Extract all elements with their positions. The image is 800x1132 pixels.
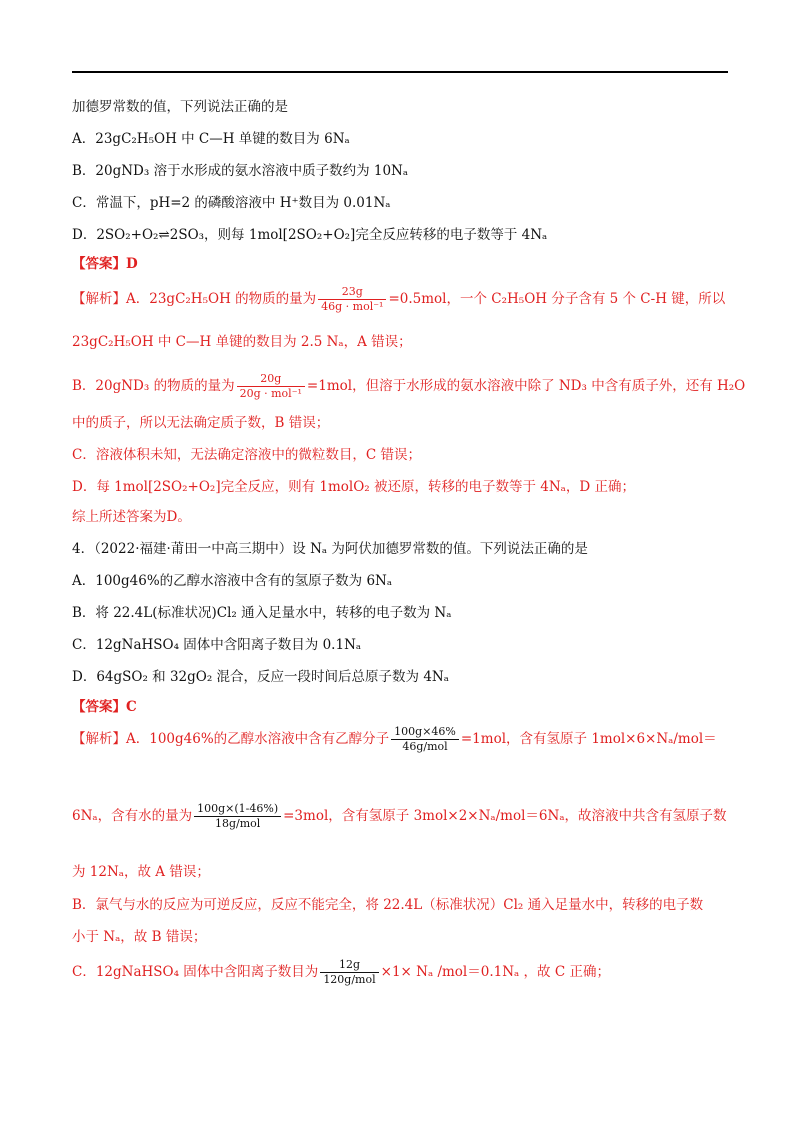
q3-option-a: A．23gC₂H₅OH 中 C—H 单键的数目为 6Nₐ [72,131,350,147]
q4-explanation-c: C．12gNaHSO₄ 固体中含阳离子数目为 $\frac{12g}{\text{120g/mol}}$ ×1× Nₐ /mol＝0.1Nₐ ，故 C 正确； [72,958,610,986]
q3-stem: 加德罗常数的值，下列说法正确的是 [72,99,288,115]
q3-option-b: B．20gND₃ 溶于水形成的氨水溶液中质子数约为 10Nₐ [72,163,409,179]
fraction: $\frac{20g}{\text{20g · mol⁻¹}}$ [237,372,305,401]
header-rule [72,71,728,73]
q4-option-a: A．100g46%的乙醇水溶液中含有的氢原子数为 6Nₐ [72,573,393,589]
q3-explanation-a-2: 23gC₂H₅OH 中 C—H 单键的数目为 2.5 Nₐ，A 错误； [72,334,412,350]
fraction: $\frac{23g}{\text{46g · mol⁻¹}}$ [318,285,386,314]
q3-answer: 【答案】D [72,256,138,272]
q4-answer: 【答案】C [72,699,137,715]
q3-summary: 综上所述答案为D。 [72,509,191,525]
q4-explanation-b: B．氯气与水的反应为可逆反应，反应不能完全，将 22.4L（标准状况）Cl₂ 通入足量水中，转移的电子数 [72,897,704,913]
q3-explanation-a: 【解析】A．23gC₂H₅OH 的物质的量为 $\frac{23g}{\text{46g · mol⁻¹}}$ =0.5mol，一个 C₂H₅OH 分子含有 5 个 C-H 键，所以 [72,285,726,313]
q3-explanation-b-2: 中的质子，所以无法确定质子数，B 错误； [72,415,330,431]
q4-stem: 4．（2022·福建·莆田一中高三期中）设 Nₐ 为阿伏加德罗常数的值。下列说法正确的是 [72,541,588,557]
q4-explanation-a: 【解析】A．100g46%的乙醇水溶液中含有乙醇分子 $\frac{100g\times 46\%}{\text{46g/mol}}$ =1mol，含有氢原子 1mol×6×Nₐ/mol＝ [72,725,717,753]
q3-option-d: D．2SO₂+O₂⇌2SO₃，则每 1mol[2SO₂+O₂]完全反应转移的电子数等于 4Nₐ [72,227,548,243]
q4-option-d: D．64gSO₂ 和 32gO₂ 混合，反应一段时间后总原子数为 4Nₐ [72,669,449,685]
q4-explanation-b-2: 小于 Nₐ，故 B 错误； [72,929,207,945]
q4-explanation-a-2: 6Nₐ，含有水的量为 $\frac{100g\times(1-46\%)}{\text{18g/mol}}$ =3mol，含有氢原子 3mol×2×Nₐ/mol＝6Nₐ，故溶液中共含有氢原子数 [72,802,727,830]
fraction: $\frac{100g\times(1-46\%)}{\text{18g/mol}}$ [194,802,281,831]
q3-explanation-b: B．20gND₃ 的物质的量为 $\frac{20g}{\text{20g · mol⁻¹}}$ =1mol，但溶于水形成的氨水溶液中除了 ND₃ 中含有质子外，还有 H₂O [72,372,746,400]
q3-explanation-c: C．溶液体积未知，无法确定溶液中的微粒数目，C 错误； [72,447,421,463]
fraction: $\frac{12g}{\text{120g/mol}}$ [320,958,378,987]
fraction: $\frac{100g\times 46\%}{\text{46g/mol}}$ [391,725,459,754]
q4-option-c: C．12gNaHSO₄ 固体中含阳离子数目为 0.1Nₐ [72,637,362,653]
q3-option-c: C．常温下，pH=2 的磷酸溶液中 H⁺数目为 0.01Nₐ [72,195,391,211]
q3-explanation-d: D．每 1mol[2SO₂+O₂]完全反应，则有 1molO₂ 被还原，转移的电子数等于 4Nₐ，D 正确； [72,479,636,495]
q4-option-b: B．将 22.4L(标准状况)Cl₂ 通入足量水中，转移的电子数为 Nₐ [72,605,452,621]
q4-explanation-a-3: 为 12Nₐ，故 A 错误； [72,864,210,880]
